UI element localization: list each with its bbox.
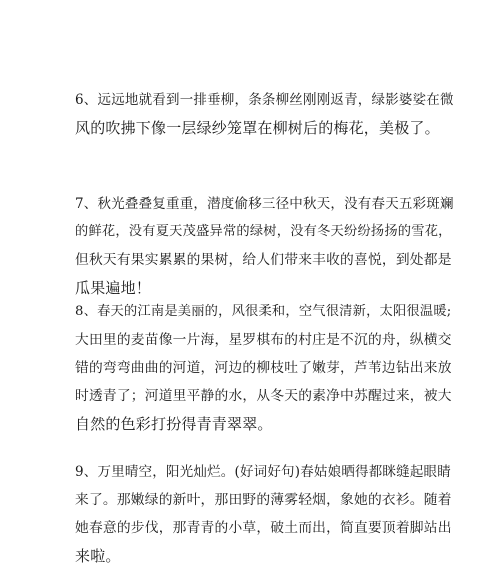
paragraph-line: 6、远远地就看到一排垂柳，条条柳丝刚刚返青，绿影婆娑在微 — [75, 92, 454, 108]
paragraph-line: 自然的色彩打扮得青青翠翠。 — [75, 415, 273, 433]
paragraph-line: 风的吹拂下像一层绿纱笼罩在柳树后的梅花，美极了。 — [75, 119, 440, 137]
paragraph-6 — [75, 86, 455, 142]
paragraph-line: 瓜果遍地！ — [75, 279, 152, 297]
paragraph-line: 来了。那嫩绿的新叶，那田野的薄雾轻烟，象她的衣衫。随着 — [75, 492, 452, 508]
paragraph-7 — [75, 190, 455, 302]
paragraph-line: 大田里的麦苗像一片海，星罗棋布的村庄是不沉的舟，纵横交 — [75, 332, 452, 348]
paragraph-line: 时透青了；河道里平静的水，从冬天的素净中苏醒过来，被大 — [75, 388, 452, 404]
paragraph-line: 错的弯弯曲曲的河道，河边的柳枝吐了嫩芽，芦苇边钻出来放 — [75, 360, 452, 376]
paragraph-9 — [75, 458, 455, 570]
paragraph-line: 9、万里晴空，阳光灿烂。(好词好句)春姑娘晒得都眯缝起眼睛 — [75, 464, 451, 480]
paragraph-line: 的鲜花，没有夏天茂盛异常的绿树，没有冬天纷纷扬扬的雪花， — [75, 224, 452, 239]
paragraph-line: 7、秋光叠叠复重重，潜度偷移三径中秋天，没有春天五彩斑斓 — [75, 196, 454, 212]
paragraph-line: 她春意的步伐，那青青的小草，破土而出，简直要顶着脚站出 — [75, 520, 452, 536]
paragraph-8 — [75, 298, 455, 438]
paragraph-line: 8、春天的江南是美丽的，风很柔和，空气很清新，太阳很温暖; — [75, 304, 452, 319]
paragraph-line: 来啦。 — [75, 547, 121, 565]
paragraph-line: 但秋天有果实累累的果树，给人们带来丰收的喜悦，到处都是 — [75, 252, 452, 268]
